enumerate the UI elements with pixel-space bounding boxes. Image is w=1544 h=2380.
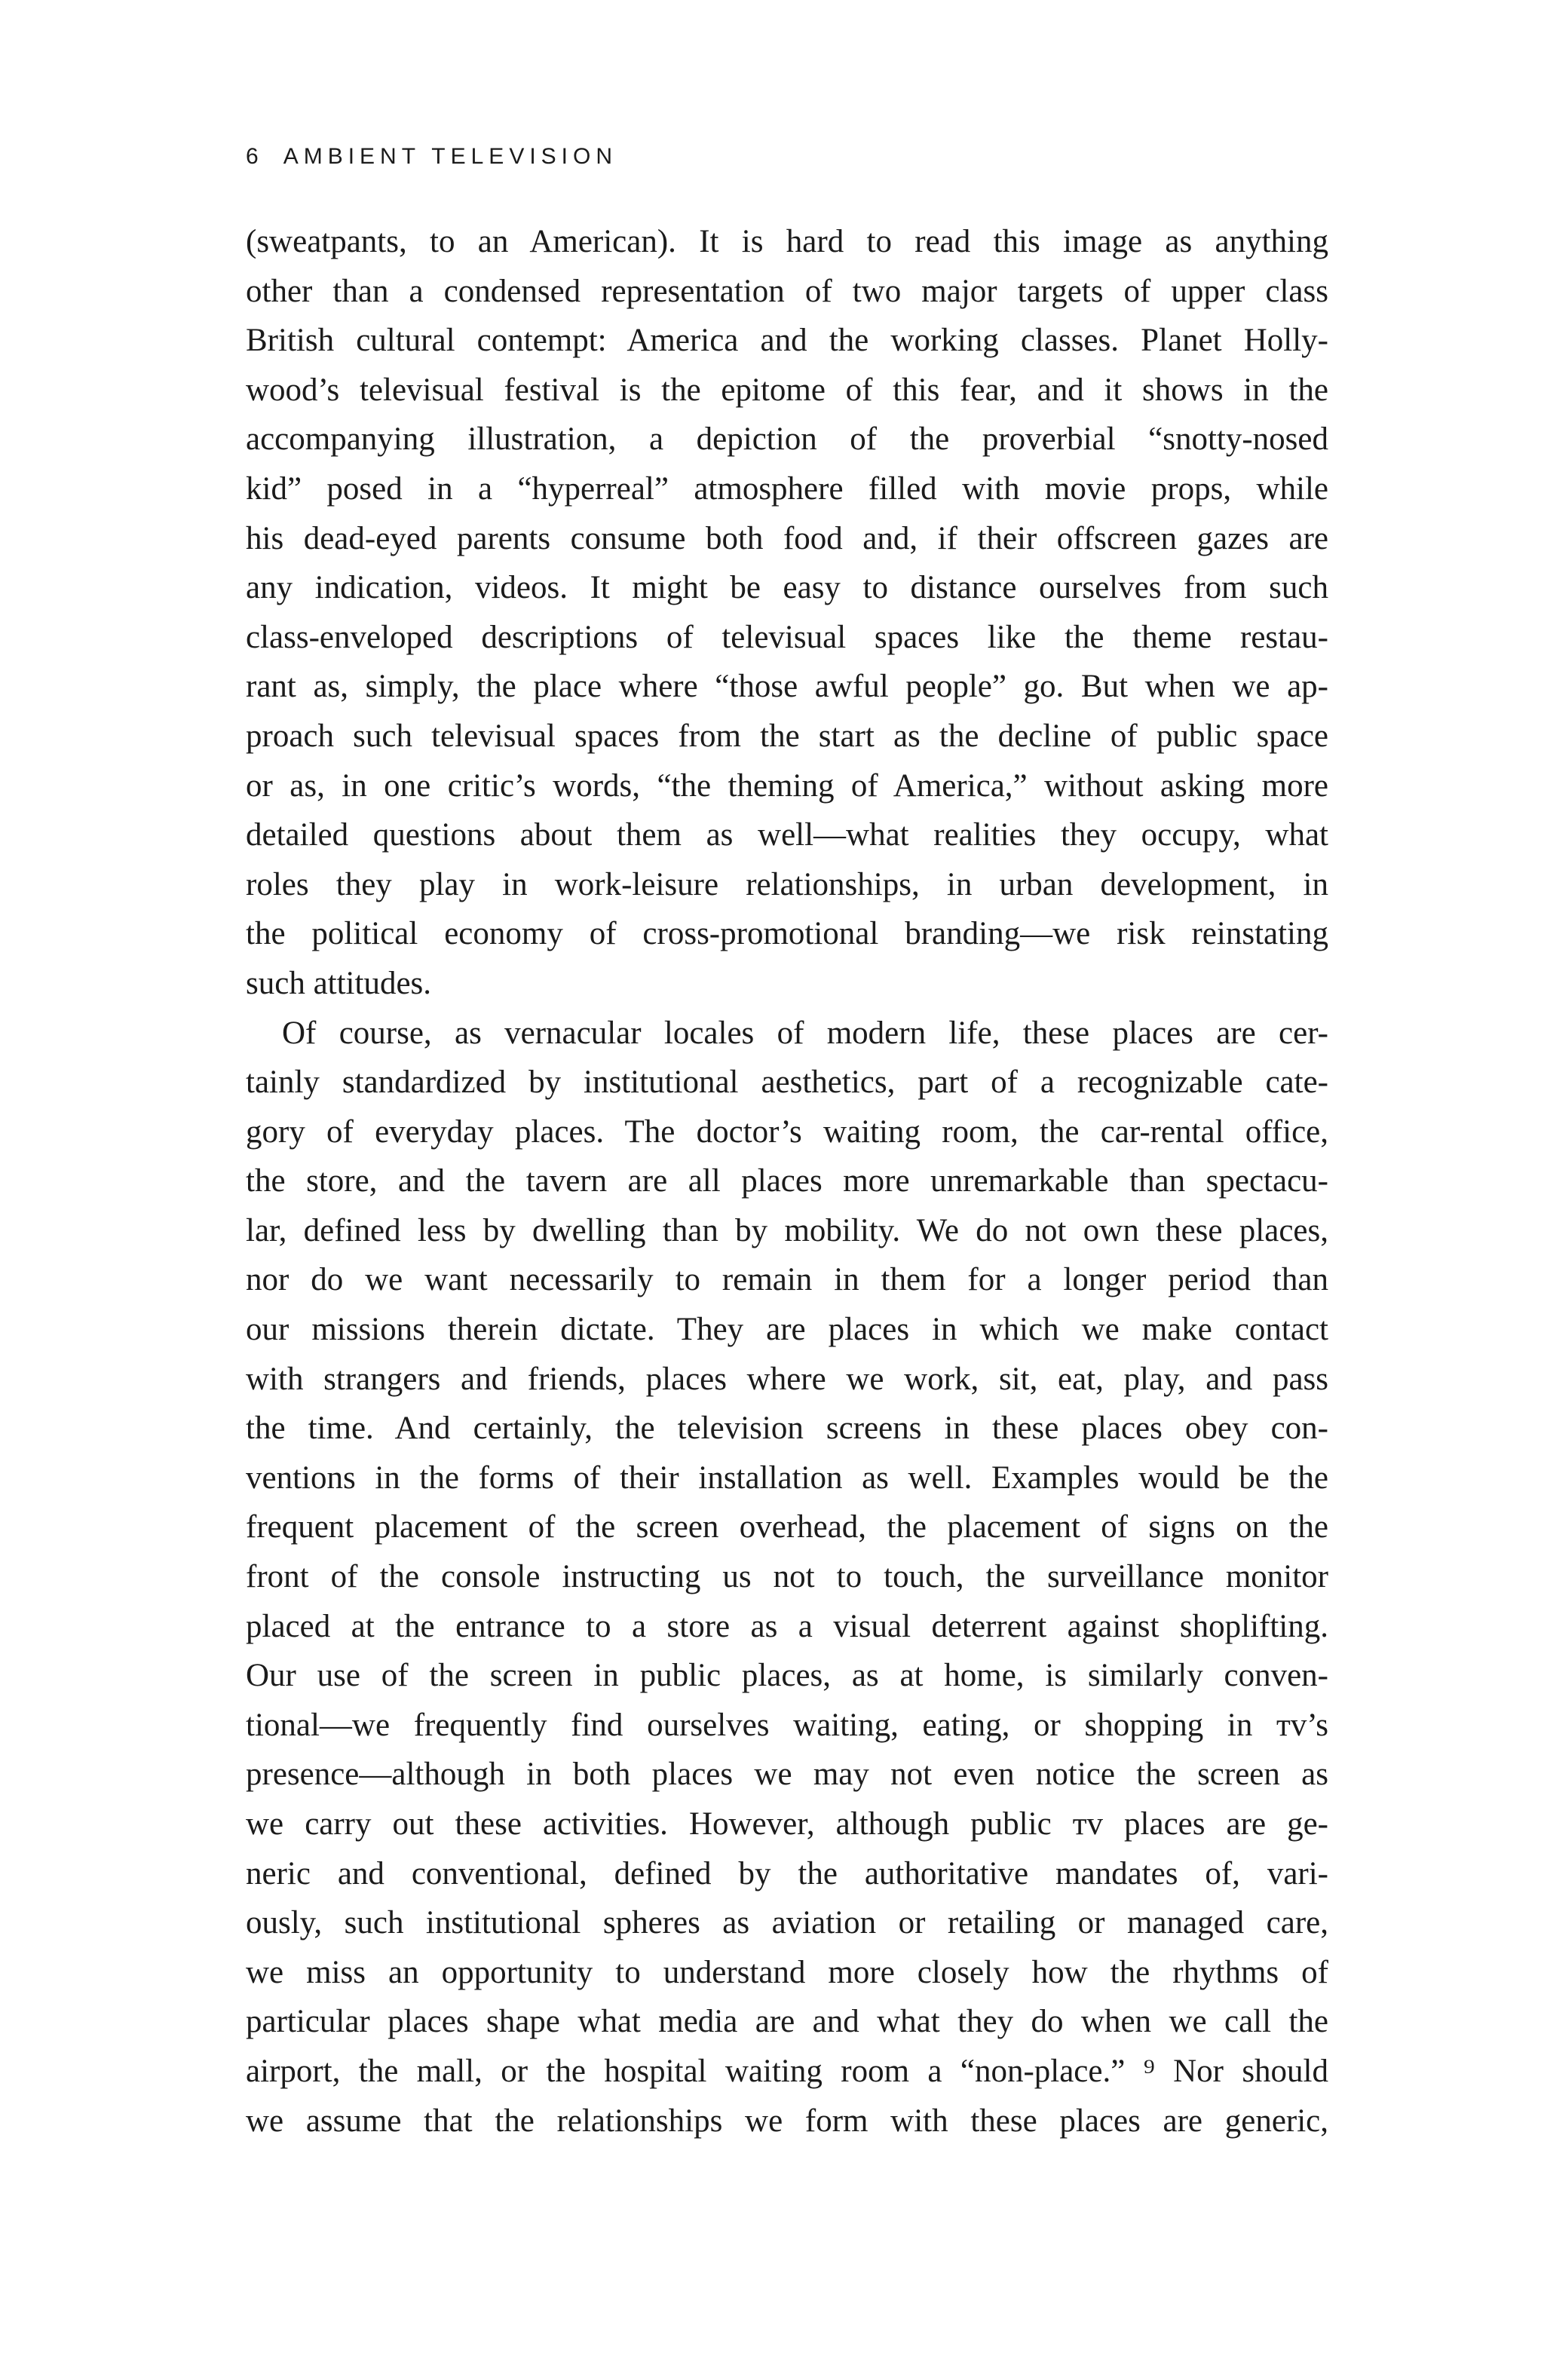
text-line: tainly standardized by institutional aesthetics, part of a recognizable cate- [246, 1064, 1328, 1101]
text-line: our missions therein dictate. They are places in which we make contact [246, 1312, 1328, 1348]
text-line: the store, and the tavern are all places more unremarkable than spectacu- [246, 1163, 1328, 1199]
text-line: roles they play in work-leisure relationships, in urban development, in [246, 866, 1328, 902]
text-line: with strangers and friends, places where we work, sit, eat, play, and pass [246, 1361, 1328, 1397]
text-line: such attitudes. [246, 965, 432, 1001]
text-line: wood’s televisual festival is the epitome of this fear, and it shows in the [246, 372, 1328, 408]
text-line: placed at the entrance to a store as a visual deterrent against shoplifting. [246, 1608, 1328, 1644]
text-line: (sweatpants, to an American). It is hard to read this image as anything [246, 224, 1328, 259]
text-line: proach such televisual spaces from the start as the decline of public space [246, 718, 1328, 754]
text-line: ventions in the forms of their installation as well. Examples would be the [246, 1460, 1328, 1496]
text-line: Our use of the screen in public places, as at home, is similarly conven- [246, 1658, 1328, 1694]
running-head [246, 140, 617, 173]
text-line: any indication, videos. It might be easy to distance ourselves from such [246, 570, 1328, 606]
text-line: we miss an opportunity to understand more closely how the rhythms of [246, 1954, 1328, 1990]
text-line: lar, defined less by dwelling than by mobility. We do not own these places, [246, 1212, 1328, 1248]
text-line: nor do we want necessarily to remain in them for a longer period than [246, 1262, 1328, 1298]
text-line: frequent placement of the screen overhead, the placement of signs on the [246, 1509, 1328, 1545]
text-line: we assume that the relationships we form with these places are generic, [246, 2103, 1328, 2139]
text-line: we carry out these activities. However, although public ᴛᴠ places are ge- [246, 1806, 1328, 1842]
text-line: airport, the mall, or the hospital waiting room a “non-place.” ⁹ Nor should [246, 2053, 1328, 2089]
text-line: kid” posed in a “hyperreal” atmosphere filled with movie props, while [246, 470, 1328, 507]
text-line: or as, in one critic’s words, “the theming of America,” without asking more [246, 767, 1328, 804]
text-line: Of course, as vernacular locales of modern life, these places are cer- [282, 1015, 1328, 1051]
text-line: presence—although in both places we may not even notice the screen as [246, 1757, 1328, 1793]
text-line: tional—we frequently find ourselves waiting, eating, or shopping in ᴛᴠ’s [246, 1707, 1328, 1743]
paragraph [246, 217, 1328, 1009]
text-line: his dead-eyed parents consume both food and, if their offscreen gazes are [246, 520, 1328, 556]
text-line: particular places shape what media are and what they do when we call the [246, 2004, 1328, 2040]
running-head-title: AMBIENT TELEVISION [283, 144, 618, 169]
text-line: the political economy of cross-promotional branding—we risk reinstating [246, 916, 1328, 952]
text-line: gory of everyday places. The doctor’s waiting room, the car-rental office, [246, 1113, 1328, 1150]
text-line: class-enveloped descriptions of televisual spaces like the theme restau- [246, 619, 1328, 655]
text-line: the time. And certainly, the television screens in these places obey con- [246, 1411, 1328, 1447]
text-line: ously, such institutional spheres as aviation or retailing or managed care, [246, 1905, 1328, 1941]
text-line: front of the console instructing us not to touch, the surveillance monitor [246, 1559, 1328, 1595]
text-line: rant as, simply, the place where “those awful people” go. But when we ap- [246, 669, 1328, 705]
text-line: British cultural contempt: America and the working classes. Planet Holly- [246, 323, 1328, 359]
text-line: detailed questions about them as well—what realities they occupy, what [246, 817, 1328, 853]
paragraph [246, 1009, 1328, 2146]
text-line: accompanying illustration, a depiction of the proverbial “snotty-nosed [246, 421, 1328, 458]
page-number: 6 [246, 144, 264, 169]
body-text [246, 217, 1328, 2146]
text-line: neric and conventional, defined by the authoritative mandates of, vari- [246, 1855, 1328, 1891]
text-line: other than a condensed representation of two major targets of upper class [246, 273, 1328, 309]
